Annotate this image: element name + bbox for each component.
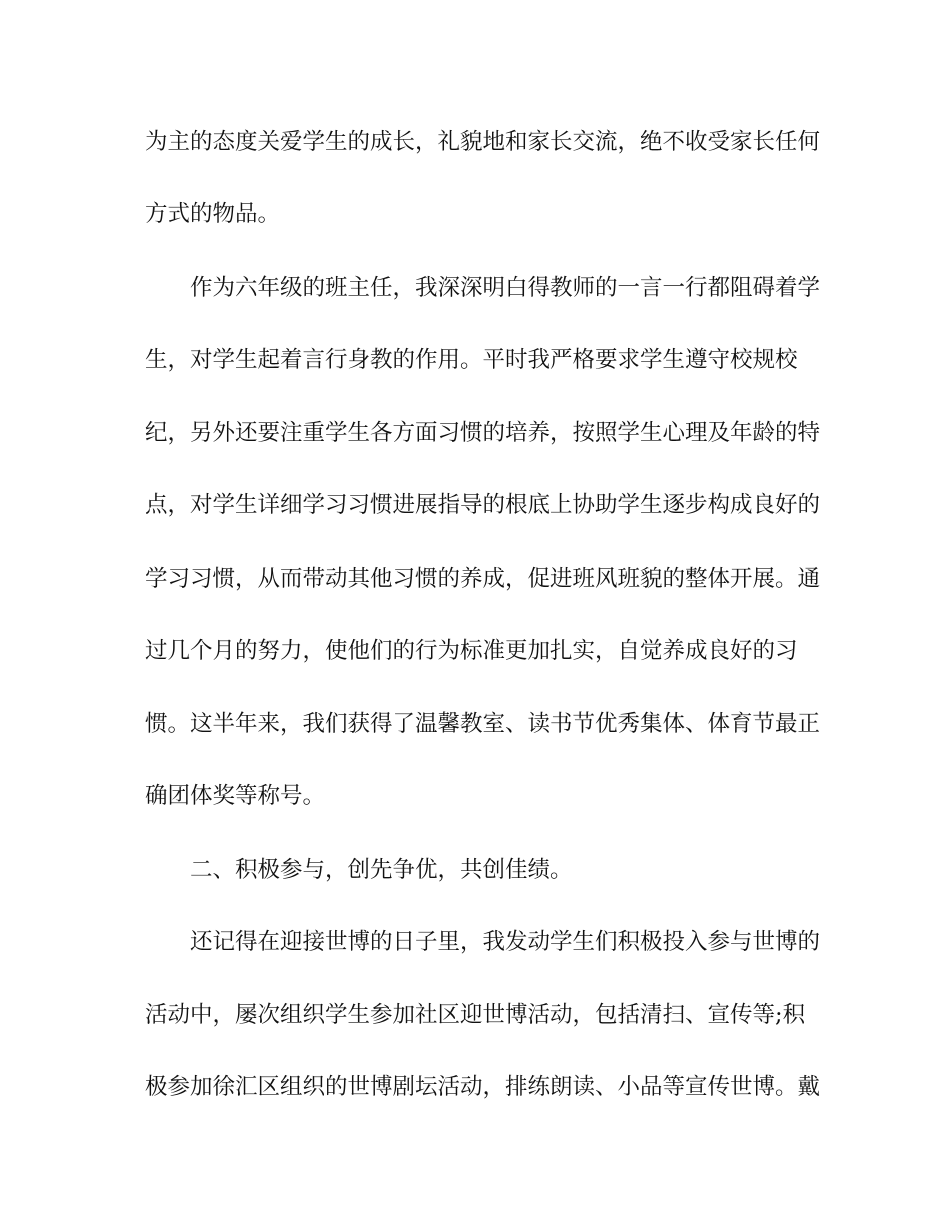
text-line-1: 为主的态度关爱学生的成长，礼貌地和家长交流，绝不收受家长任何 [145, 129, 821, 155]
text-line-14: 极参加徐汇区组织的世博剧坛活动，排练朗读、小品等宣传世博。戴 [145, 1074, 821, 1100]
text-line-9: 惯。这半年来，我们获得了温馨教室、读书节优秀集体、体育节最正 [145, 711, 821, 737]
text-line-8: 过几个月的努力，使他们的行为标准更加扎实，自觉养成良好的习 [145, 638, 798, 664]
text-line-10: 确团体奖等称号。 [145, 783, 326, 809]
text-line-6: 点，对学生详细学习习惯进展指导的根底上协助学生逐步构成良好的 [145, 492, 821, 518]
text-line-12: 还记得在迎接世博的日子里，我发动学生们积极投入参与世博的 [190, 929, 821, 955]
text-line-4: 生，对学生起着言行身教的作用。平时我严格要求学生遵守校规校 [145, 347, 798, 373]
text-line-5: 纪，另外还要注重学生各方面习惯的培养，按照学生心理及年龄的特 [145, 420, 821, 446]
text-line-2: 方式的物品。 [145, 201, 281, 227]
section-heading: 二、积极参与，创先争优，共创佳绩。 [190, 857, 573, 883]
text-line-13: 活动中，屡次组织学生参加社区迎世博活动，包括清扫、宣传等;积 [145, 1002, 806, 1028]
text-line-3: 作为六年级的班主任，我深深明白得教师的一言一行都阻碍着学 [190, 275, 821, 301]
text-line-7: 学习习惯，从而带动其他习惯的养成，促进班风班貌的整体开展。通 [145, 566, 821, 592]
